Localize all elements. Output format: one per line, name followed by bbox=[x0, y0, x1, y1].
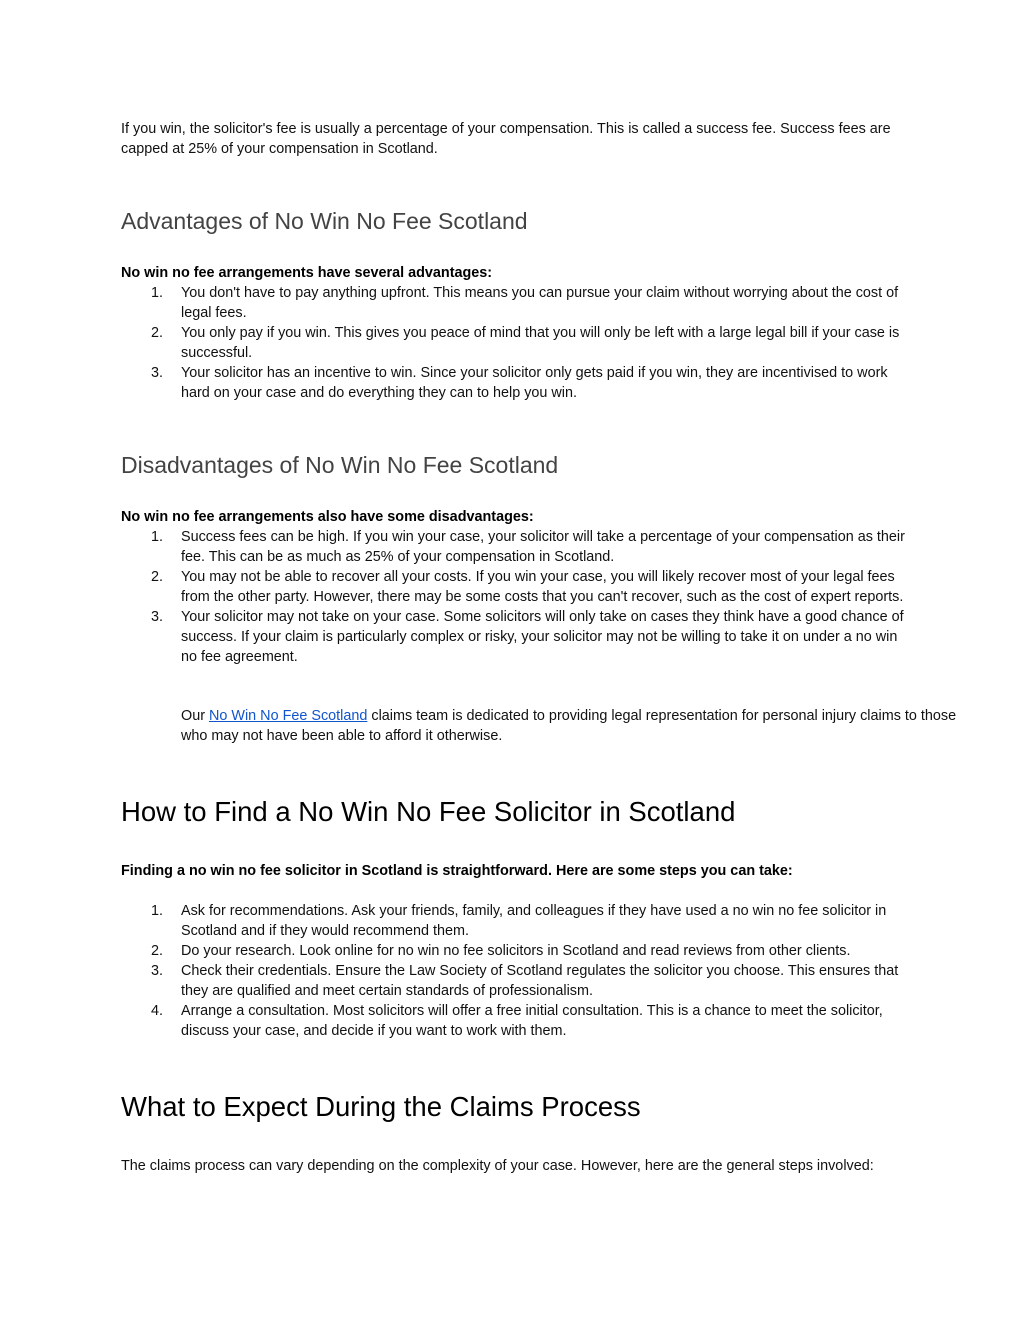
find-solicitor-list bbox=[121, 901, 905, 1041]
list-number: 3. bbox=[151, 609, 164, 625]
list-item-text: Arrange a consultation. Most solicitors will offer a free initial consultation. This is a chance to meet the solicitor, discuss your case, and decide if you want to work with them. bbox=[181, 1003, 883, 1039]
list-item-text: Do your research. Look online for no win no fee solicitors in Scotland and read reviews from other clients. bbox=[181, 943, 851, 959]
claims-process-paragraph: The claims process can vary depending on the complexity of your case. However, here are the general steps involved: bbox=[121, 1158, 874, 1174]
list-item-text: Your solicitor may not take on your case. Some solicitors will only take on cases they think have a good chance of success. If your claim is particularly complex or risky, your solicitor may not be willing to take it on under a no win no fee agreement. bbox=[181, 609, 904, 665]
list-item bbox=[121, 961, 905, 1001]
list-number: 4. bbox=[151, 1003, 164, 1019]
list-number: 2. bbox=[151, 943, 164, 959]
list-item-text: Ask for recommendations. Ask your friends, family, and colleagues if they have used a no win no fee solicitor in Scotland and if they would recommend them. bbox=[181, 903, 887, 939]
advantages-heading: Advantages of No Win No Fee Scotland bbox=[121, 208, 528, 234]
list-number: 1. bbox=[151, 529, 164, 545]
list-item-text: Check their credentials. Ensure the Law Society of Scotland regulates the solicitor you choose. This ensures that they are qualified and meet certain standards of professionalism. bbox=[181, 963, 899, 999]
note-suffix: claims team is dedicated to providing legal representation for personal injury claims to those who may not have been able to afford it otherwise. bbox=[181, 708, 957, 744]
intro-paragraph: If you win, the solicitor's fee is usually a percentage of your compensation. This is called a success fee. Success fees are capped at 25% of your compensation in Scotland. bbox=[121, 121, 891, 157]
list-item bbox=[121, 527, 905, 567]
claims-process-heading: What to Expect During the Claims Process bbox=[121, 1091, 641, 1122]
list-number: 3. bbox=[151, 365, 164, 381]
find-solicitor-lead: Finding a no win no fee solicitor in Scotland is straightforward. Here are some steps you can take: bbox=[121, 863, 793, 879]
list-number: 3. bbox=[151, 963, 164, 979]
list-item bbox=[121, 363, 905, 403]
list-item bbox=[121, 607, 905, 667]
advantages-list bbox=[121, 283, 905, 403]
list-item bbox=[121, 901, 905, 941]
disadvantages-list bbox=[121, 527, 905, 667]
list-item bbox=[121, 283, 905, 323]
list-item-text: You may not be able to recover all your costs. If you win your case, you will likely recover most of your legal fees from the other party. However, there may be some costs that you can't recover, such as the cost of expert reports. bbox=[181, 569, 904, 605]
disadvantages-heading: Disadvantages of No Win No Fee Scotland bbox=[121, 452, 559, 478]
list-item bbox=[121, 1001, 905, 1041]
advantages-lead: No win no fee arrangements have several advantages: bbox=[121, 265, 493, 281]
list-number: 1. bbox=[151, 903, 164, 919]
note-prefix: Our bbox=[181, 708, 209, 724]
claims-team-note bbox=[121, 706, 965, 746]
list-item-text: Success fees can be high. If you win your case, your solicitor will take a percentage of your compensation as their fee. This can be as much as 25% of your compensation in Scotland. bbox=[181, 529, 905, 565]
list-item bbox=[121, 323, 905, 363]
list-item-text: Your solicitor has an incentive to win. Since your solicitor only gets paid if you win, they are incentivised to work hard on your case and do everything they can to help you win. bbox=[181, 365, 888, 401]
find-solicitor-heading: How to Find a No Win No Fee Solicitor in Scotland bbox=[121, 796, 736, 827]
list-number: 2. bbox=[151, 325, 164, 341]
list-number: 1. bbox=[151, 285, 164, 301]
list-item bbox=[121, 567, 905, 607]
disadvantages-lead: No win no fee arrangements also have some disadvantages: bbox=[121, 509, 534, 525]
list-item-text: You don't have to pay anything upfront. This means you can pursue your claim without worrying about the cost of legal fees. bbox=[181, 285, 899, 321]
list-item-text: You only pay if you win. This gives you peace of mind that you will only be left with a large legal bill if your case is successful. bbox=[181, 325, 900, 361]
list-number: 2. bbox=[151, 569, 164, 585]
no-win-no-fee-scotland-link[interactable]: No Win No Fee Scotland bbox=[209, 708, 368, 724]
list-item bbox=[121, 941, 905, 961]
